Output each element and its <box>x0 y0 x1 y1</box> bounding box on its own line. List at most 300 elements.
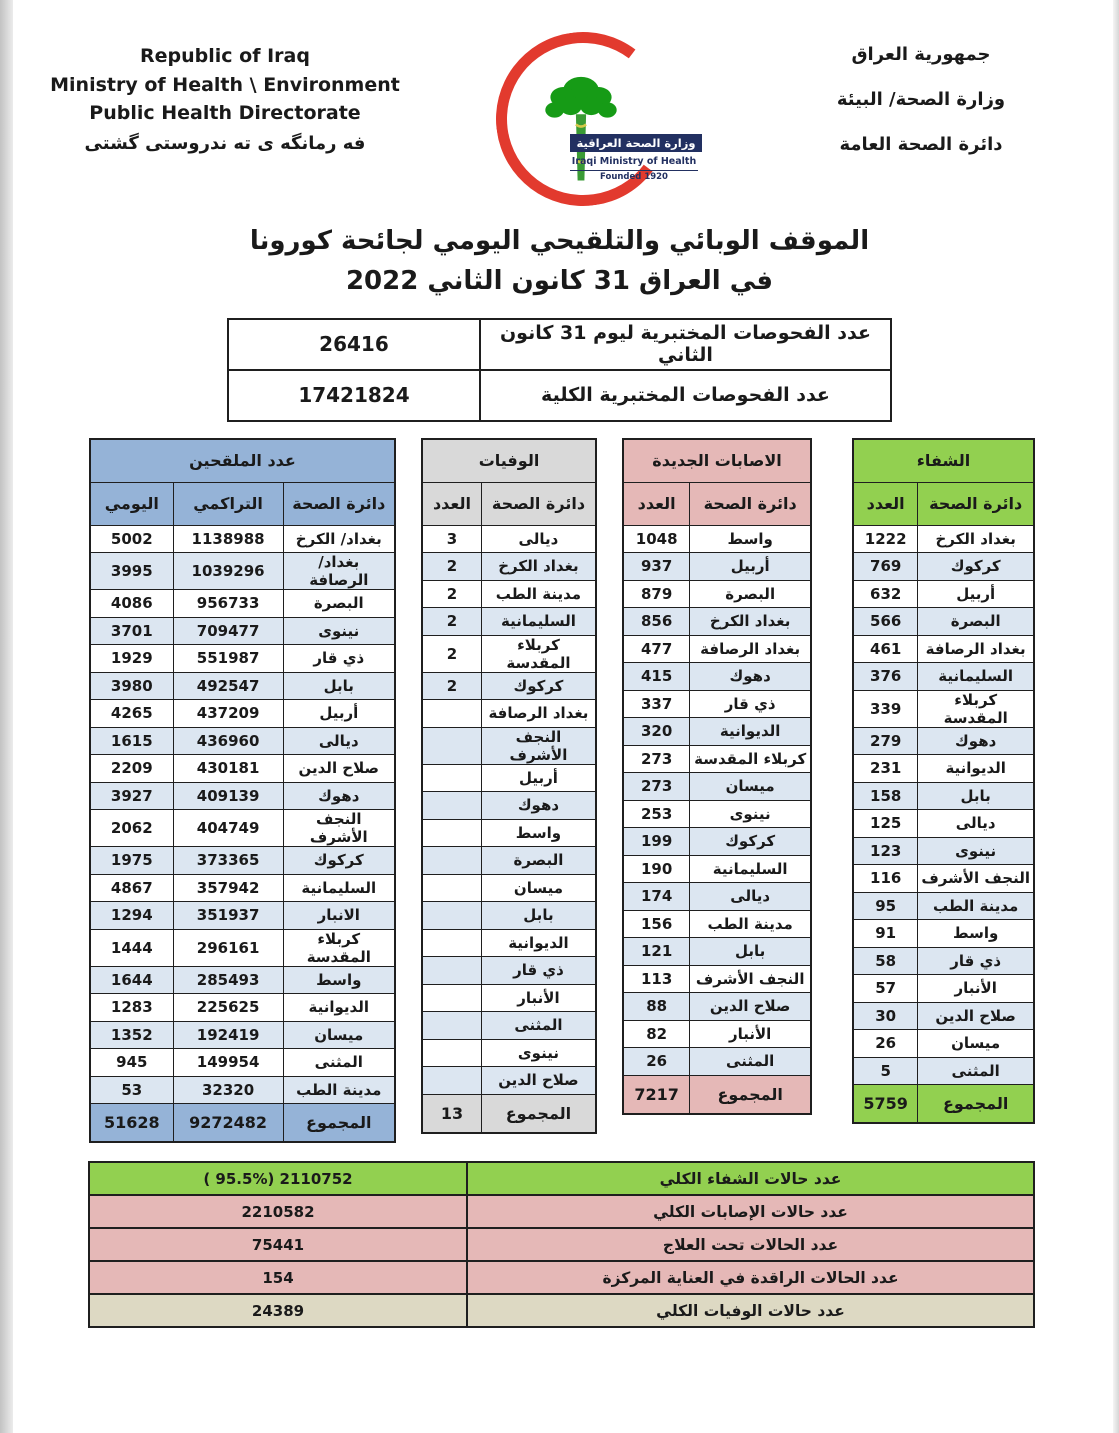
cell-count: 2 <box>422 635 481 672</box>
table-header-row <box>422 482 596 525</box>
summary-row-total-cases <box>89 1195 1034 1228</box>
summary-value: 24389 <box>89 1294 467 1327</box>
cell-name: ذي قار <box>690 690 811 718</box>
table-header-row <box>853 482 1034 525</box>
summary-label: عدد حالات الشفاء الكلي <box>467 1162 1034 1195</box>
total-daily-value: 51628 <box>90 1104 173 1143</box>
cell-cumulative: 430181 <box>173 755 283 783</box>
cell-name: النجف الأشرف <box>918 865 1034 893</box>
cell-count: 1048 <box>623 525 690 553</box>
table-row <box>90 1076 395 1104</box>
daily-tests-label: عدد الفحوصات المختبرية ليوم 31 كانون الثاني <box>480 319 891 370</box>
cell-name: المثنى <box>918 1057 1034 1085</box>
table-row <box>853 810 1034 838</box>
table-row <box>623 773 811 801</box>
lab-tests-table <box>227 318 892 422</box>
cell-name: أربيل <box>283 700 395 728</box>
cell-cumulative: 373365 <box>173 847 283 875</box>
cell-name: مدينة الطب <box>918 892 1034 920</box>
cell-name: نينوى <box>283 617 395 645</box>
table-row <box>422 635 596 672</box>
cell-name: بابل <box>481 902 596 930</box>
cell-name: نينوى <box>690 800 811 828</box>
cell-cumulative: 1039296 <box>173 553 283 590</box>
cell-count: 273 <box>623 745 690 773</box>
cell-name: مدينة الطب <box>690 910 811 938</box>
summary-label: عدد الحالات تحت العلاج <box>467 1228 1034 1261</box>
cell-name: بغداد الكرخ <box>918 525 1034 553</box>
cell-name: أربيل <box>918 580 1034 608</box>
cell-count: 91 <box>853 920 918 948</box>
cell-name: البصرة <box>481 847 596 875</box>
column-header-count: العدد <box>853 482 918 525</box>
cell-cumulative: 956733 <box>173 590 283 618</box>
cell-count: 320 <box>623 718 690 746</box>
cell-cumulative: 492547 <box>173 672 283 700</box>
column-header-directorate: دائرة الصحة <box>283 482 395 525</box>
cell-name: ميسان <box>690 773 811 801</box>
total-value: 7217 <box>623 1075 690 1114</box>
table-row <box>853 635 1034 663</box>
table-group-title-row <box>623 439 811 483</box>
table-row <box>623 718 811 746</box>
recovery-table-title: الشفاء <box>853 439 1034 483</box>
cell-count: 2 <box>422 580 481 608</box>
table-row <box>623 525 811 553</box>
cell-name: صلاح الدين <box>481 1067 596 1095</box>
column-header-daily: اليومي <box>90 482 173 525</box>
cell-count: 2 <box>422 608 481 636</box>
total-row <box>422 1094 596 1133</box>
logo-founded-text: Founded 1920 <box>570 170 698 182</box>
governorate-tables <box>88 438 1035 1144</box>
cell-name: النجف الأشرف <box>690 965 811 993</box>
summary-row-total-deaths <box>89 1294 1034 1327</box>
vaccinated-table-body <box>90 525 395 1104</box>
table-header-row <box>90 482 395 525</box>
cell-count <box>422 984 481 1012</box>
table-row <box>422 1039 596 1067</box>
cell-daily: 1615 <box>90 727 173 755</box>
cell-daily: 1975 <box>90 847 173 875</box>
total-value: 13 <box>422 1094 481 1133</box>
table-row <box>853 947 1034 975</box>
cell-count: 632 <box>853 580 918 608</box>
total-cumulative-value: 9272482 <box>173 1104 283 1143</box>
cell-count: 273 <box>623 773 690 801</box>
cell-count <box>422 727 481 764</box>
column-header-directorate: دائرة الصحة <box>690 482 811 525</box>
header-arabic-line: جمهورية العراق <box>851 44 991 65</box>
cell-cumulative: 351937 <box>173 902 283 930</box>
cell-name: ديالى <box>918 810 1034 838</box>
table-row <box>90 1021 395 1049</box>
column-header-count: العدد <box>422 482 481 525</box>
cell-name: واسط <box>690 525 811 553</box>
summary-table <box>88 1161 1035 1328</box>
cell-count: 88 <box>623 993 690 1021</box>
table-row <box>422 902 596 930</box>
cell-name: النجف الأشرف <box>481 727 596 764</box>
table-row <box>853 1057 1034 1085</box>
cell-name: ذي قار <box>918 947 1034 975</box>
table-row <box>623 1048 811 1076</box>
cell-name: أربيل <box>481 764 596 792</box>
total-label: المجموع <box>481 1094 596 1133</box>
cell-daily: 53 <box>90 1076 173 1104</box>
cell-count: 879 <box>623 580 690 608</box>
header-arabic-line: وزارة الصحة/ البيئة <box>836 89 1006 110</box>
table-row <box>422 700 596 728</box>
cell-count <box>422 847 481 875</box>
table-row <box>90 1049 395 1077</box>
cell-count: 190 <box>623 855 690 883</box>
cell-name: دهوك <box>283 782 395 810</box>
new-cases-table-title: الاصابات الجديدة <box>623 439 811 483</box>
daily-tests-value: 26416 <box>228 319 480 370</box>
table-row <box>623 828 811 856</box>
cell-name: بابل <box>918 782 1034 810</box>
table-row <box>422 672 596 700</box>
column-header-directorate: دائرة الصحة <box>481 482 596 525</box>
cell-count <box>422 792 481 820</box>
cell-name: الأنبار <box>918 975 1034 1003</box>
table-row <box>853 553 1034 581</box>
cell-daily: 2062 <box>90 810 173 847</box>
cell-daily: 2209 <box>90 755 173 783</box>
cell-daily: 1644 <box>90 966 173 994</box>
summary-label: عدد الحالات الراقدة في العناية المركزة <box>467 1261 1034 1294</box>
cell-count <box>422 1012 481 1040</box>
header-english-line: Ministry of Health \ Environment <box>50 73 400 96</box>
table-row <box>90 874 395 902</box>
header-kurdish-line: فه رمانگه ی ته ندروستی گشتی <box>84 132 366 154</box>
header-arabic-block <box>771 44 1071 179</box>
cell-name: نينوى <box>481 1039 596 1067</box>
cell-name: الديوانية <box>283 994 395 1022</box>
cell-name: الأنبار <box>481 984 596 1012</box>
cell-count <box>422 1067 481 1095</box>
table-row <box>422 608 596 636</box>
table-row <box>623 910 811 938</box>
table-row <box>623 608 811 636</box>
summary-value: 2210582 <box>89 1195 467 1228</box>
title-line-2: في العراق 31 كانون الثاني 2022 <box>345 266 774 297</box>
cell-name: كربلاء المقدسة <box>690 745 811 773</box>
header-english-line: Republic of Iraq <box>140 45 310 67</box>
cell-cumulative: 404749 <box>173 810 283 847</box>
cell-count: 5 <box>853 1057 918 1085</box>
cell-cumulative: 437209 <box>173 700 283 728</box>
cell-count: 415 <box>623 663 690 691</box>
cell-count: 26 <box>853 1030 918 1058</box>
cell-cumulative: 409139 <box>173 782 283 810</box>
table-row <box>623 1020 811 1048</box>
cell-cumulative: 357942 <box>173 874 283 902</box>
cell-count: 125 <box>853 810 918 838</box>
new-cases-table-body <box>623 525 811 1075</box>
table-group-title-row <box>90 439 395 483</box>
cell-name: المثنى <box>283 1049 395 1077</box>
table-row <box>853 865 1034 893</box>
cell-daily: 4086 <box>90 590 173 618</box>
cell-count <box>422 874 481 902</box>
cell-name: بغداد الكرخ <box>481 553 596 581</box>
cell-cumulative: 225625 <box>173 994 283 1022</box>
table-row <box>90 672 395 700</box>
logo-english-name: Iraqi Ministry of Health <box>571 156 697 167</box>
table-row <box>853 608 1034 636</box>
cell-name: مدينة الطب <box>283 1076 395 1104</box>
cell-name: كربلاء المقدسة <box>481 635 596 672</box>
cell-name: كركوك <box>690 828 811 856</box>
cell-cumulative: 551987 <box>173 645 283 673</box>
cell-name: بغداد/ الكرخ <box>283 525 395 553</box>
cell-name: صلاح الدين <box>283 755 395 783</box>
table-row <box>422 553 596 581</box>
cell-cumulative: 436960 <box>173 727 283 755</box>
cell-name: الأنبار <box>690 1020 811 1048</box>
cell-name: المثنى <box>690 1048 811 1076</box>
cell-daily: 1444 <box>90 929 173 966</box>
cell-count: 174 <box>623 883 690 911</box>
cell-cumulative: 32320 <box>173 1076 283 1104</box>
cell-name: الانبار <box>283 902 395 930</box>
total-row <box>623 1075 811 1114</box>
table-row <box>422 1012 596 1040</box>
logo-arabic-name: وزارة الصحة العراقية <box>570 134 702 152</box>
cell-daily: 3927 <box>90 782 173 810</box>
summary-value: ( 95.5%) 2110752 <box>89 1162 467 1195</box>
cell-count <box>422 819 481 847</box>
table-row <box>90 929 395 966</box>
table-row <box>90 782 395 810</box>
table-row <box>853 892 1034 920</box>
cell-count <box>422 1039 481 1067</box>
new-cases-table <box>622 438 812 1115</box>
cell-name: بغداد الرصافة <box>918 635 1034 663</box>
table-row <box>853 782 1034 810</box>
vaccinated-table <box>89 438 396 1144</box>
cell-name: بغداد/ الرصافة <box>283 553 395 590</box>
table-row <box>853 1002 1034 1030</box>
cell-daily: 945 <box>90 1049 173 1077</box>
page-header <box>0 0 1119 215</box>
cell-count <box>422 764 481 792</box>
cell-name: البصرة <box>918 608 1034 636</box>
table-row <box>853 837 1034 865</box>
cell-count: 3 <box>422 525 481 553</box>
cell-count: 58 <box>853 947 918 975</box>
column-header-cumulative: التراكمي <box>173 482 283 525</box>
summary-label: عدد حالات الوفيات الكلي <box>467 1294 1034 1327</box>
cell-count: 199 <box>623 828 690 856</box>
total-row <box>90 1104 395 1143</box>
table-row <box>853 975 1034 1003</box>
cell-name: كربلاء المقدسة <box>918 690 1034 727</box>
cell-count: 253 <box>623 800 690 828</box>
cell-name: ذي قار <box>481 957 596 985</box>
cell-name: كربلاء المقدسة <box>283 929 395 966</box>
cell-daily: 3995 <box>90 553 173 590</box>
table-row <box>422 847 596 875</box>
document-title <box>0 221 1119 302</box>
table-row <box>90 966 395 994</box>
table-row <box>623 690 811 718</box>
deaths-table <box>421 438 597 1134</box>
palm-tree-icon <box>530 68 632 186</box>
total-row <box>853 1085 1034 1124</box>
recovery-table <box>852 438 1035 1125</box>
header-english-line: Public Health Directorate <box>89 102 361 124</box>
cell-name: بابل <box>690 938 811 966</box>
cell-count: 113 <box>623 965 690 993</box>
cell-cumulative: 192419 <box>173 1021 283 1049</box>
table-row <box>90 525 395 553</box>
cell-daily: 5002 <box>90 525 173 553</box>
table-row <box>853 690 1034 727</box>
table-row <box>228 370 891 421</box>
table-row <box>853 920 1034 948</box>
table-row <box>623 800 811 828</box>
total-tests-value: 17421824 <box>228 370 480 421</box>
ministry-logo <box>488 30 703 215</box>
table-row <box>422 764 596 792</box>
cell-count: 337 <box>623 690 690 718</box>
cell-count: 82 <box>623 1020 690 1048</box>
cell-name: بابل <box>283 672 395 700</box>
table-row <box>90 847 395 875</box>
cell-name: ميسان <box>481 874 596 902</box>
table-row <box>853 525 1034 553</box>
table-row <box>90 727 395 755</box>
recovery-table-body <box>853 525 1034 1085</box>
table-group-title-row <box>853 439 1034 483</box>
table-row <box>623 745 811 773</box>
vaccinated-table-title: عدد الملقحين <box>90 439 395 483</box>
cell-daily: 3980 <box>90 672 173 700</box>
cell-count: 1222 <box>853 525 918 553</box>
cell-count: 158 <box>853 782 918 810</box>
table-row <box>422 929 596 957</box>
table-row <box>422 727 596 764</box>
table-row <box>90 755 395 783</box>
table-row <box>422 874 596 902</box>
summary-row-total-recoveries <box>89 1162 1034 1195</box>
table-row <box>623 580 811 608</box>
table-row <box>90 810 395 847</box>
cell-count: 477 <box>623 635 690 663</box>
cell-daily: 1294 <box>90 902 173 930</box>
cell-count: 461 <box>853 635 918 663</box>
cell-cumulative: 709477 <box>173 617 283 645</box>
cell-cumulative: 1138988 <box>173 525 283 553</box>
cell-count: 30 <box>853 1002 918 1030</box>
header-english-block <box>30 42 420 157</box>
table-row <box>623 883 811 911</box>
cell-count: 769 <box>853 553 918 581</box>
cell-name: ميسان <box>283 1021 395 1049</box>
table-group-title-row <box>422 439 596 483</box>
cell-name: واسط <box>283 966 395 994</box>
table-header-row <box>623 482 811 525</box>
table-row <box>90 617 395 645</box>
deaths-table-body <box>422 525 596 1094</box>
table-row <box>422 957 596 985</box>
cell-name: النجف الأشرف <box>283 810 395 847</box>
total-label: المجموع <box>283 1104 395 1143</box>
cell-name: كركوك <box>918 553 1034 581</box>
table-row <box>623 965 811 993</box>
table-row <box>422 1067 596 1095</box>
cell-name: مدينة الطب <box>481 580 596 608</box>
summary-value: 75441 <box>89 1228 467 1261</box>
cell-name: بغداد الرصافة <box>690 635 811 663</box>
cell-count: 279 <box>853 727 918 755</box>
table-row <box>90 902 395 930</box>
cell-count: 95 <box>853 892 918 920</box>
table-row <box>623 938 811 966</box>
table-row <box>90 553 395 590</box>
cell-name: أربيل <box>690 553 811 581</box>
table-row <box>228 319 891 370</box>
table-row <box>623 993 811 1021</box>
cell-name: واسط <box>481 819 596 847</box>
table-row <box>853 663 1034 691</box>
cell-count: 937 <box>623 553 690 581</box>
cell-name: بغداد الكرخ <box>690 608 811 636</box>
cell-count: 376 <box>853 663 918 691</box>
cell-name: البصرة <box>690 580 811 608</box>
title-line-1: الموقف الوبائي والتلقيحي اليومي لجائحة كورونا <box>249 226 870 256</box>
cell-name: البصرة <box>283 590 395 618</box>
cell-name: السليمانية <box>918 663 1034 691</box>
cell-name: ديالى <box>481 525 596 553</box>
total-tests-label: عدد الفحوصات المختبرية الكلية <box>480 370 891 421</box>
table-row <box>422 525 596 553</box>
cell-name: الديوانية <box>918 755 1034 783</box>
cell-count: 2 <box>422 672 481 700</box>
cell-name: الديوانية <box>481 929 596 957</box>
table-row <box>422 792 596 820</box>
page-edge-left <box>0 0 13 1433</box>
cell-name: ذي قار <box>283 645 395 673</box>
cell-count <box>422 700 481 728</box>
cell-name: ديالى <box>690 883 811 911</box>
cell-count <box>422 957 481 985</box>
summary-label: عدد حالات الإصابات الكلي <box>467 1195 1034 1228</box>
cell-count: 57 <box>853 975 918 1003</box>
total-label: المجموع <box>918 1085 1034 1124</box>
cell-name: دهوك <box>918 727 1034 755</box>
table-row <box>623 553 811 581</box>
summary-row-under-treatment <box>89 1228 1034 1261</box>
cell-name: كركوك <box>481 672 596 700</box>
table-row <box>422 819 596 847</box>
cell-name: دهوك <box>690 663 811 691</box>
table-row <box>853 1030 1034 1058</box>
summary-row-icu-cases <box>89 1261 1034 1294</box>
cell-daily: 4265 <box>90 700 173 728</box>
page-edge-right <box>1113 0 1119 1433</box>
cell-name: دهوك <box>481 792 596 820</box>
cell-name: صلاح الدين <box>918 1002 1034 1030</box>
deaths-table-title: الوفيات <box>422 439 596 483</box>
cell-daily: 4867 <box>90 874 173 902</box>
table-row <box>623 635 811 663</box>
table-row <box>90 645 395 673</box>
total-value: 5759 <box>853 1085 918 1124</box>
